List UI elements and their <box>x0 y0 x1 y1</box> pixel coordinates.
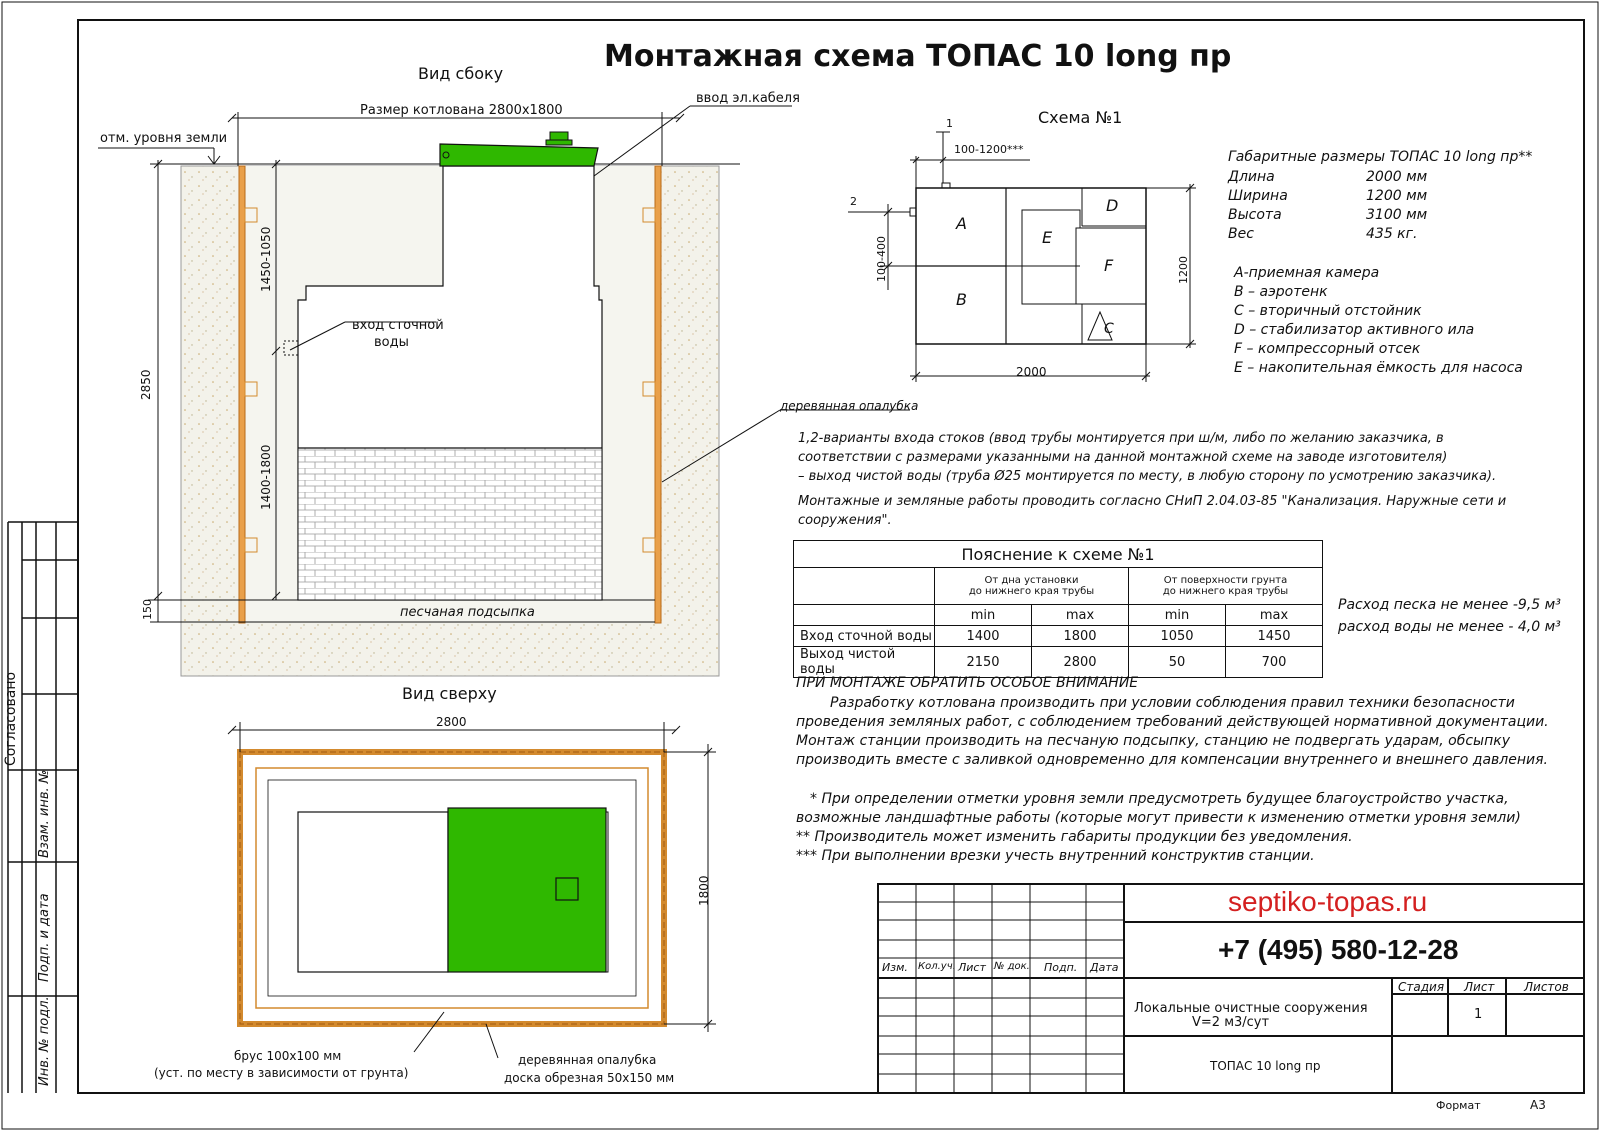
zone-c: C <box>1104 321 1114 337</box>
attention-heading: ПРИ МОНТАЖЕ ОБРАТИТЬ ОСОБОЕ ВНИМАНИЕ <box>796 675 1139 691</box>
dim-row-value: 1200 мм <box>1366 188 1428 204</box>
attention-line: Разработку котлована производить при условии соблюдения правил техники безопасности <box>830 695 1515 711</box>
table-row <box>794 626 1323 647</box>
table-cell: 1050 <box>1129 626 1226 647</box>
sand-consumption: Расход песка не менее -9,5 м³ <box>1338 597 1561 613</box>
sewage-inlet-label-1: вход сточной <box>352 318 444 333</box>
sub-header: min <box>1129 605 1226 626</box>
table-cell: 50 <box>1129 647 1226 678</box>
dim-2800: 2800 <box>436 715 467 729</box>
pit-size-label: Размер котлована 2800х1800 <box>360 103 563 118</box>
tank-filler-zone <box>298 448 602 600</box>
scheme-mark-2: 2 <box>850 195 857 208</box>
phone-number: +7 (495) 580-12-28 <box>1218 934 1459 965</box>
table-row <box>794 647 1323 678</box>
top-view-section <box>228 722 716 1058</box>
legend-item: Е – накопительная ёмкость для насоса <box>1234 360 1523 376</box>
description-line1: Локальные очистные сооружения <box>1134 1001 1368 1016</box>
dim-100-1200: 100-1200*** <box>954 143 1024 156</box>
dim-100-400: 100-400 <box>875 236 888 282</box>
side-stamp-label: Подп. и дата <box>37 893 52 982</box>
table-cell: 2800 <box>1032 647 1129 678</box>
explanation-title: Пояснение к схеме №1 <box>794 541 1323 568</box>
row-label: Выход чистой воды <box>794 647 935 678</box>
formwork-note-2: доска обрезная 50х150 мм <box>504 1071 675 1085</box>
dim-row-label: Ширина <box>1228 188 1288 204</box>
scheme-label: Схема №1 <box>1038 108 1123 127</box>
top-view-label: Вид сверху <box>402 684 497 703</box>
zone-a: A <box>956 214 967 233</box>
legend-item: С – вторичный отстойник <box>1234 303 1422 319</box>
tank-lid <box>440 144 598 166</box>
side-stamp-label: Инв. № подл. <box>37 996 52 1086</box>
zone-e: E <box>1042 228 1053 247</box>
legend-item: А-приемная камера <box>1234 265 1380 281</box>
zone-f: F <box>1104 256 1114 275</box>
group2-line2: до нижнего края трубы <box>1162 586 1289 597</box>
zone-d: D <box>1106 196 1119 215</box>
side-view-section <box>98 103 910 676</box>
legend-item: F – компрессорный отсек <box>1234 341 1421 357</box>
lid-vent <box>550 132 568 140</box>
note-line: соответствии с размерами указанными на данной монтажной схеме на заводе изготовителя) <box>798 450 1448 465</box>
zone-b: B <box>956 290 967 309</box>
explanation-table <box>793 540 1323 678</box>
top-tank-white <box>298 812 448 972</box>
cable-inlet-label: ввод эл.кабеля <box>696 91 800 106</box>
stage-header: Лист <box>1464 980 1495 994</box>
table-cell: 1400 <box>935 626 1032 647</box>
sand-bed-label: песчаная подсыпка <box>400 605 535 620</box>
dimensions-title: Габаритные размеры ТОПАС 10 long пр** <box>1228 149 1533 165</box>
formwork-left <box>239 166 245 623</box>
formwork-note-1: деревянная опалубка <box>518 1053 657 1067</box>
dim-row-value: 2000 мм <box>1366 169 1428 185</box>
note-line: Монтажные и земляные работы проводить согласно СНиП 2.04.03-85 "Канализация. Наружные сети и <box>798 494 1507 509</box>
sub-header: min <box>935 605 1032 626</box>
page-title: Монтажная схема ТОПАС 10 long пр <box>604 39 1232 74</box>
group1-line1: От дна установки <box>984 575 1079 586</box>
table-cell: 1450 <box>1226 626 1323 647</box>
beam-note-1: брус 100х100 мм <box>234 1049 342 1063</box>
dim-1800: 1800 <box>697 875 711 906</box>
group1-line2: до нижнего края трубы <box>968 586 1095 597</box>
description-line2: V=2 м3/сут <box>1192 1015 1270 1030</box>
stamp-header: Дата <box>1090 961 1119 974</box>
footnote: возможные ландшафтные работы (которые могут привести к изменению отметки уровня земли) <box>796 810 1521 826</box>
water-consumption: расход воды не менее - 4,0 м³ <box>1338 619 1561 635</box>
dim-2000: 2000 <box>1016 365 1047 379</box>
format-label: Формат <box>1436 1099 1481 1112</box>
scheme-section <box>848 132 1196 382</box>
row-label: Вход сточной воды <box>794 626 935 647</box>
dim-row-label: Вес <box>1228 226 1254 242</box>
footnote: *** При выполнении врезки учесть внутренний конструктив станции. <box>796 848 1315 864</box>
dim-row-label: Высота <box>1228 207 1282 223</box>
dim-row-label: Длина <box>1228 169 1275 185</box>
stamp-header: Изм. <box>882 961 908 974</box>
legend-item: В – аэротенк <box>1234 284 1328 300</box>
stamp-header: Кол.уч. <box>918 961 956 972</box>
sewage-inlet-label-2: воды <box>374 335 409 350</box>
side-view-label: Вид сбоку <box>418 64 504 83</box>
sub-header: max <box>1226 605 1323 626</box>
stamp-header: Подп. <box>1044 961 1078 974</box>
note-line: – выход чистой воды (труба Ø25 монтируется по месту, в любую сторону по усмотрению заказчика). <box>798 469 1497 484</box>
sheet-number: 1 <box>1474 1007 1483 1022</box>
table-cell: 700 <box>1226 647 1323 678</box>
note-line: сооружения". <box>798 513 892 528</box>
dim-1400-1800: 1400-1800 <box>259 444 273 510</box>
dim-row-value: 3100 мм <box>1366 207 1428 223</box>
attention-line: Монтаж станции производить на песчаную подсыпку, станцию не подвергать ударам, обсыпку <box>796 733 1510 749</box>
dim-150: 150 <box>141 599 154 620</box>
website-link[interactable]: septiko-topas.ru <box>1228 886 1428 917</box>
stage-header: Стадия <box>1398 980 1445 994</box>
dim-2850: 2850 <box>139 369 153 400</box>
footnote: ** Производитель может изменить габариты продукции без уведомления. <box>796 829 1353 845</box>
attention-line: производить вместе с заливкой одновременно для компенсации внутреннего и внешнего давления. <box>796 752 1548 768</box>
formwork-right <box>655 166 661 623</box>
side-stamp-label: Взам. инв. № <box>37 769 52 858</box>
table-cell: 2150 <box>935 647 1032 678</box>
attention-line: проведения земляных работ, с соблюдением требований действующей нормативной документации. <box>796 714 1549 730</box>
beam-note-2: (уст. по месту в зависимости от грунта) <box>154 1066 409 1080</box>
footnote: * При определении отметки уровня земли предусмотреть будущее благоустройство участка, <box>810 791 1509 807</box>
format-value: А3 <box>1530 1098 1546 1112</box>
scheme-mark-1: 1 <box>946 117 953 130</box>
stamp-header: № док. <box>994 961 1030 972</box>
side-stamp-label: Согласовано <box>3 671 19 766</box>
sub-header: max <box>1032 605 1129 626</box>
dim-1200: 1200 <box>1177 256 1190 284</box>
stage-header: Листов <box>1524 980 1569 994</box>
product-name: ТОПАС 10 long пр <box>1210 1059 1321 1073</box>
formwork-label: деревянная опалубка <box>780 399 919 413</box>
table-cell: 1800 <box>1032 626 1129 647</box>
ground-level-label: отм. уровня земли <box>100 131 228 146</box>
dim-row-value: 435 кг. <box>1366 226 1418 242</box>
stamp-header: Лист <box>958 961 986 974</box>
legend-item: D – стабилизатор активного ила <box>1234 322 1475 338</box>
top-tank-green <box>448 808 606 972</box>
group2-line1: От поверхности грунта <box>1163 575 1288 586</box>
dim-1450-1050: 1450-1050 <box>259 226 273 292</box>
note-line: 1,2-варианты входа стоков (ввод трубы монтируется при ш/м, либо по желанию заказчика, в <box>798 431 1444 446</box>
